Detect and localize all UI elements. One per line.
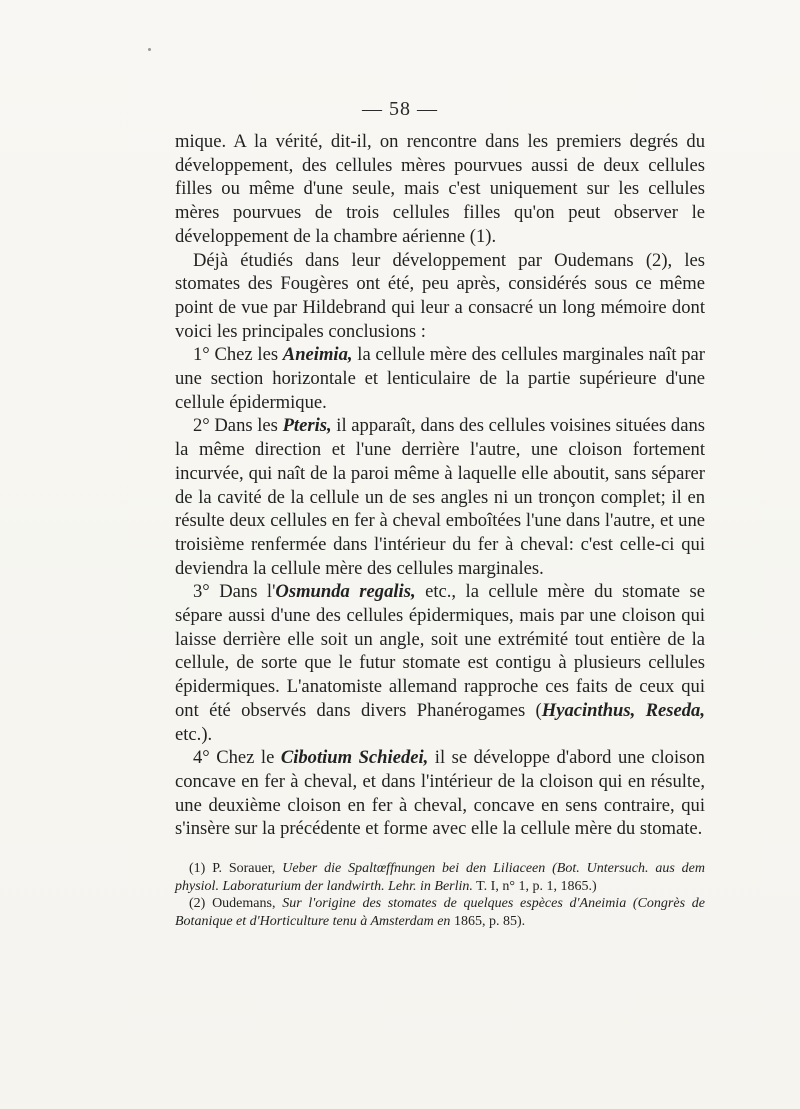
paragraph-3: [175, 343, 705, 414]
paragraph-6: [175, 746, 705, 841]
main-text: [175, 130, 705, 841]
paragraph-5-start: 3° Dans l': [193, 581, 276, 603]
paragraph-3-rest: la cellule mère des cellules marginales naît par une section horizontale et lenticulaire de la partie supérieure d'une cellule épidermique.: [175, 344, 705, 413]
footnote-2-author: (2) Oudemans,: [189, 896, 283, 912]
page-speck: [148, 48, 151, 51]
footnote-1-ref: T. I, n° 1, p. 1, 1865.): [472, 878, 597, 894]
footnote-1: [175, 860, 705, 895]
footnote-2-ref: 1865, p. 85).: [450, 913, 526, 929]
paragraph-5: [175, 580, 705, 746]
paragraph-1: mique. A la vérité, dit-il, on rencontre dans les premiers degrés du développement, des cellules mères pourvues aussi de deux cellules filles ou même d'une seule, mais c'est uniquement sur les cellules mères pourvues de trois cellules filles qu'on peut observer le développement de la chambre aérienne (1).: [175, 131, 705, 247]
footnotes: [175, 860, 705, 930]
species-osmunda-regalis: Osmunda regalis,: [275, 581, 416, 603]
genus-aneimia: Aneimia,: [282, 344, 353, 366]
paragraph-5-middle: etc., la cellule mère du stomate se sépare aussi d'une des cellules épidermiques, mais par une cloison qui laisse derrière elle soit un angle, soit une extrémité tout entière de la cellule, de sorte que le futur stomate est contigu à plusieurs cellules épidermiques. L'anatomiste allemand rapproche ces faits de ceux qui ont été observés dans divers Phanérogames (: [175, 581, 705, 721]
footnote-1-author: (1) P. Sorauer,: [189, 861, 283, 876]
paragraph-2: Déjà étudiés dans leur développement par Oudemans (2), les stomates des Fougères ont été, peu après, considérés sous ce même point de vue par Hildebrand qui leur a consacré un long mémoire dont voici les principales conclusions :: [175, 249, 705, 342]
paragraph-3-start: 1° Chez les: [193, 344, 283, 366]
species-cibotium-schiedei: Cibotium Schiedei,: [280, 747, 429, 769]
paragraph-4-rest: il apparaît, dans des cellules voisines situées dans la même direction et l'une derrière l'autre, une cloison fortement incurvée, qui naît de la paroi même à laquelle elle aboutit, sans séparer de la cavité de la cellule un de ses angles ni un tronçon complet; il en résulte deux cellules en fer à cheval emboîtées l'une dans l'autre, et une troisième renfermée dans l'intérieur du fer à cheval: c'est celle-ci qui deviendra la cellule mère des cellules marginales.: [175, 415, 706, 579]
paragraph-4: [175, 414, 705, 580]
page-number: — 58 —: [362, 98, 438, 120]
paragraph-4-start: 2° Dans les: [193, 415, 283, 437]
footnote-2-title: Sur l'origine des stomates de quelques espèces d'Aneimia (Congrès de Botanique et d'Horticulture tenu à Amsterdam en: [175, 896, 706, 929]
footnote-2: [175, 895, 705, 930]
paragraph-6-rest: il se développe d'abord une cloison concave en fer à cheval, et dans l'intérieur de la cloison qui en résulte, une deuxième cloison en fer à cheval, concave en sens contraire, qui s'insère sur la précédente et forme avec elle la cellule mère du stomate.: [175, 747, 705, 840]
paragraph-6-start: 4° Chez le: [193, 747, 281, 769]
paragraph-5-end: etc.).: [175, 723, 213, 745]
genus-pteris: Pteris,: [282, 415, 332, 437]
genera-hyacinthus-reseda: Hyacinthus, Reseda,: [541, 699, 705, 721]
footnote-1-title: Ueber die Spaltœffnungen bei den Liliaceen (Bot. Untersuch. aus dem physiol. Laboraturium der landwirth. Lehr. in Berlin.: [175, 861, 705, 894]
